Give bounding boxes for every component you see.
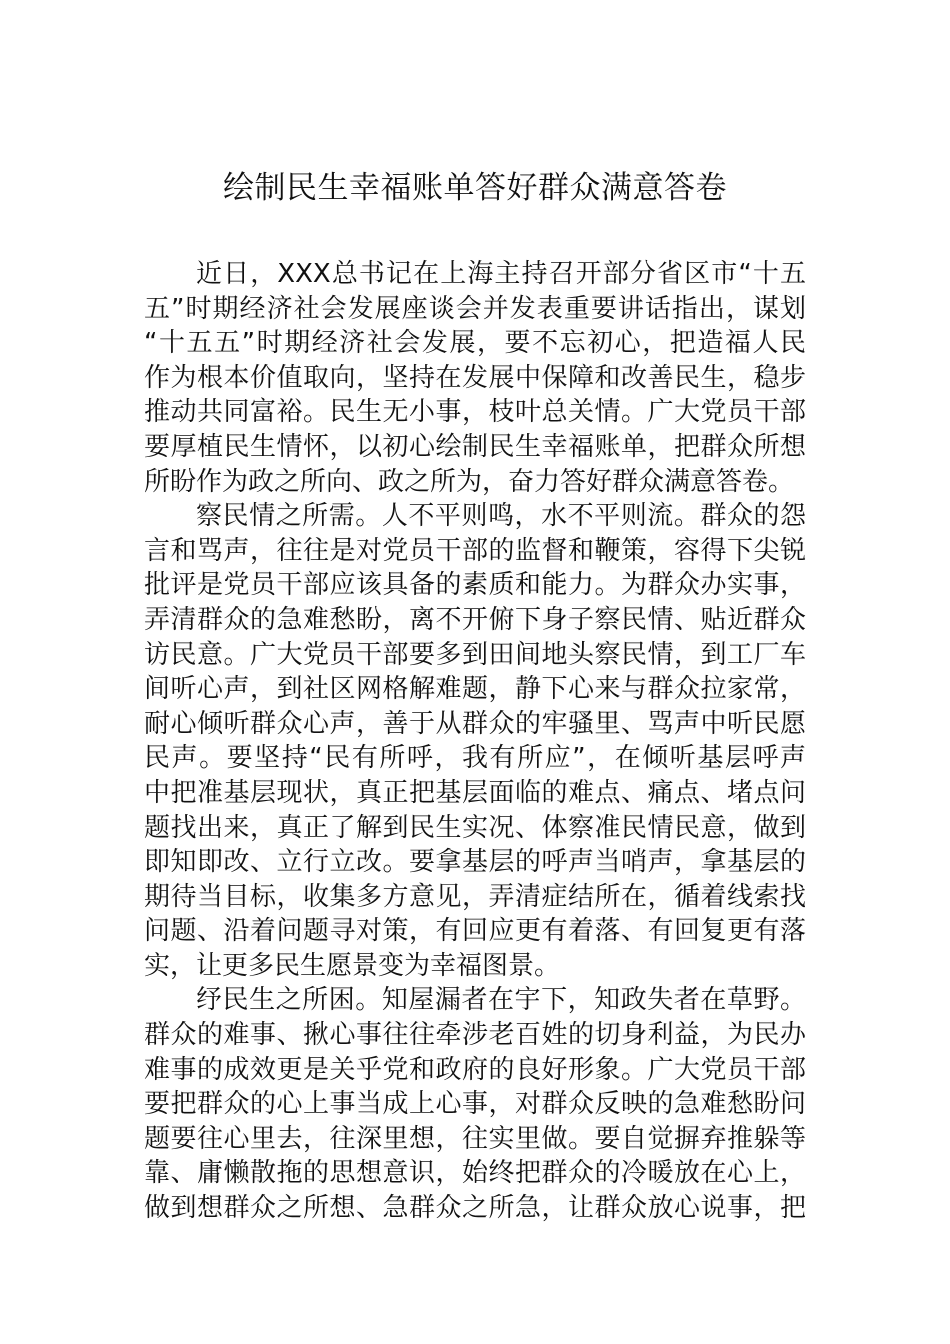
document-title: 绘制民生幸福账单答好群众满意答卷 xyxy=(223,170,727,206)
paragraph-2-line-6: 间听心声，到社区网格解难题，静下心来与群众拉家常， xyxy=(144,674,806,705)
paragraph-2-line-12: 期待当目标，收集多方意见，弄清症结所在，循着线索找 xyxy=(144,881,806,912)
paragraph-2-line-14: 实，让更多民生愿景变为幸福图景。 xyxy=(144,950,561,981)
paragraph-2-line-1: 察民情之所需。人不平则鸣，水不平则流。群众的怨 xyxy=(196,501,806,532)
paragraph-3-line-6: 靠、庸懒散拖的思想意识，始终把群众的冷暖放在心上， xyxy=(144,1158,806,1189)
paragraph-1-line-7: 所盼作为政之所向、政之所为，奋力答好群众满意答卷。 xyxy=(144,466,795,497)
document-body xyxy=(144,257,806,1226)
paragraph-2-line-5: 访民意。广大党员干部要多到田间地头察民情，到工厂车 xyxy=(144,639,806,670)
paragraph-1-line-2: 五”时期经济社会发展座谈会并发表重要讲话指出，谋划 xyxy=(144,293,806,324)
paragraph-3-line-2: 群众的难事、揪心事往往牵涉老百姓的切身利益，为民办 xyxy=(144,1020,806,1051)
paragraph-3-line-7: 做到想群众之所想、急群众之所急，让群众放心说事，把 xyxy=(144,1193,806,1224)
paragraph-2-line-9: 中把准基层现状，真正把基层面临的难点、痛点、堵点问 xyxy=(144,777,806,808)
paragraph-1-line-6: 要厚植民生情怀，以初心绘制民生幸福账单，把群众所想 xyxy=(144,431,806,462)
paragraph-2-line-7: 耐心倾听群众心声，善于从群众的牢骚里、骂声中听民愿 xyxy=(144,708,806,739)
paragraph-3-line-1: 纾民生之所困。知屋漏者在宇下，知政失者在草野。 xyxy=(196,985,806,1016)
paragraph-1-line-1: 近日，XXX总书记在上海主持召开部分省区市“十五 xyxy=(196,259,806,289)
paragraph-2-line-2: 言和骂声，往往是对党员干部的监督和鞭策，容得下尖锐 xyxy=(144,535,806,566)
paragraph-2-line-8: 民声。要坚持“民有所呼，我有所应”，在倾听基层呼声 xyxy=(144,743,806,774)
paragraph-1-line-5: 推动共同富裕。民生无小事，枝叶总关情。广大党员干部 xyxy=(144,397,806,428)
paragraph-2-line-11: 即知即改、立行立改。要拿基层的呼声当哨声，拿基层的 xyxy=(144,847,806,878)
paragraph-2-line-13: 问题、沿着问题寻对策，有回应更有着落、有回复更有落 xyxy=(144,916,806,947)
paragraph-2-line-10: 题找出来，真正了解到民生实况、体察准民情民意，做到 xyxy=(144,812,806,843)
paragraph-3-line-4: 要把群众的心上事当成上心事，对群众反映的急难愁盼问 xyxy=(144,1089,806,1120)
paragraph-3-line-5: 题要往心里去，往深里想，往实里做。要自觉摒弃推躲等 xyxy=(144,1123,806,1154)
paragraph-3-line-3: 难事的成效更是关乎党和政府的良好形象。广大党员干部 xyxy=(144,1054,806,1085)
paragraph-2-line-3: 批评是党员干部应该具备的素质和能力。为群众办实事， xyxy=(144,570,806,601)
paragraph-1-line-4: 作为根本价值取向，坚持在发展中保障和改善民生，稳步 xyxy=(144,362,806,393)
paragraph-2-line-4: 弄清群众的急难愁盼，离不开俯下身子察民情、贴近群众 xyxy=(144,604,806,635)
paragraph-1-line-3: “十五五”时期经济社会发展，要不忘初心，把造福人民 xyxy=(144,328,806,359)
